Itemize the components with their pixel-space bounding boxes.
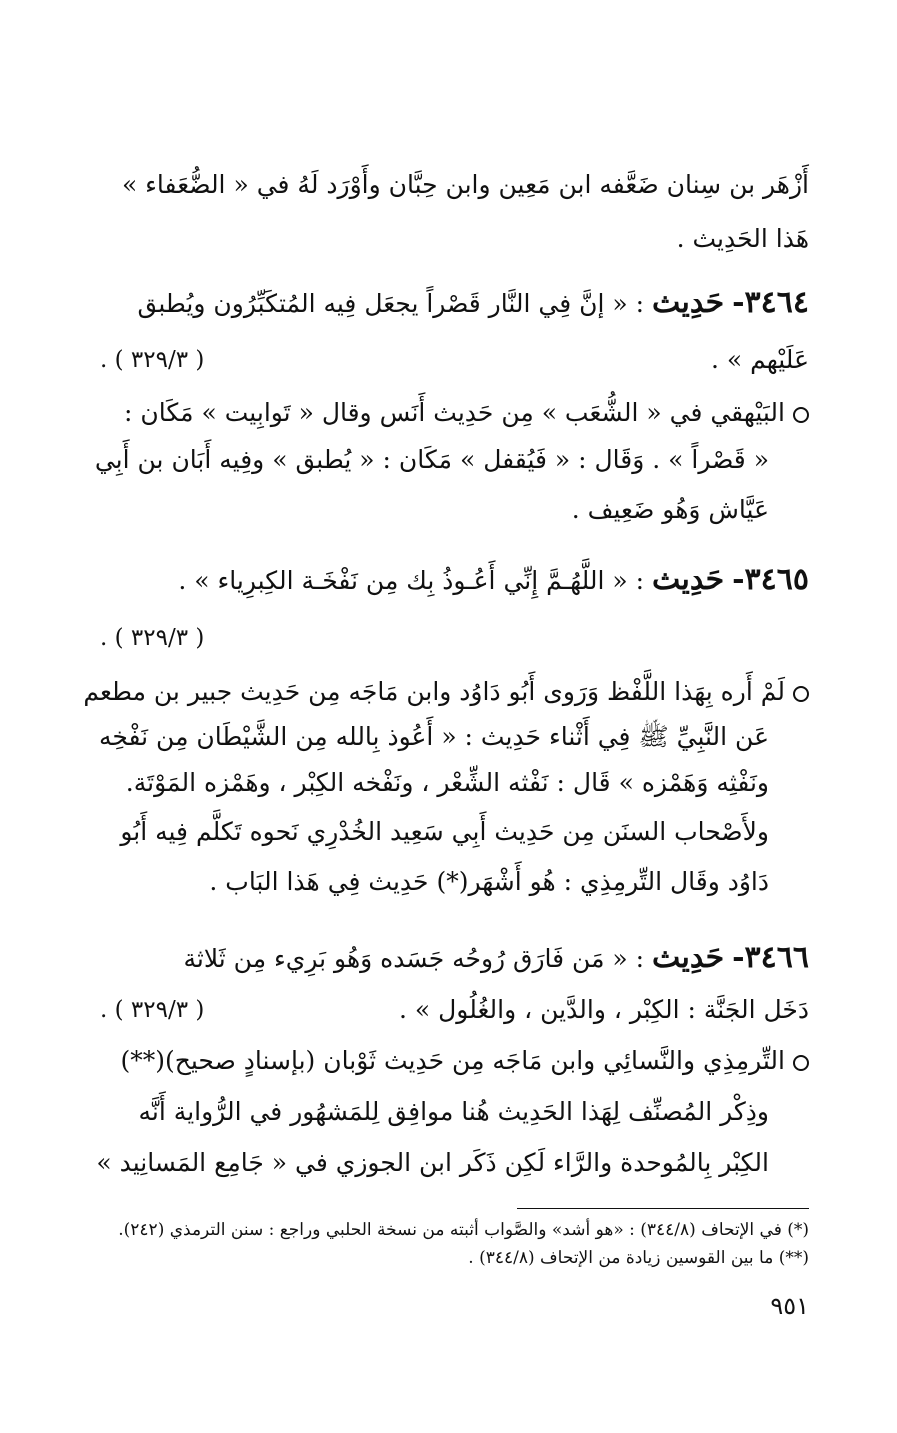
entry-number: ٣٤٦٥-: [732, 562, 809, 597]
commentary-bullet-icon: [793, 407, 809, 423]
hadith-entry-3464-commentary-3: عَيَّاش وَهُو ضَعِيف .: [571, 495, 769, 524]
footnote-divider: [517, 1208, 809, 1209]
entry-text: : « إنَّ فِي النَّار قَصْراً يجعَل فِيه المُتكَبِّرُون ويُطبق: [137, 289, 645, 318]
hadith-entry-3466-commentary-3: الكِبْر بِالمُوحدة والرَّاء لَكِن ذَكَر ابن الجوزي في « جَامِع المَسانِيد »: [96, 1148, 769, 1177]
hadith-entry-3464-reference: ( ٣٢٩/٣ ) .: [100, 347, 205, 373]
entry-keyword: حَدِيث: [652, 562, 725, 597]
intro-line-1: أَزْهَر بن سِنان ضَعَّفه ابن مَعِين وابن حِبَّان وأَوْرَد لَهُ في « الضُّعَفاء »: [121, 170, 809, 199]
hadith-entry-3465-commentary-4: ولأَصْحاب السنَن مِن حَدِيث أَبِي سَعِيد الخُدْرِي نَحوه تَكلَّم فِيه أَبُو: [120, 817, 769, 846]
page-number: ٩٥١: [770, 1292, 809, 1320]
hadith-entry-3464-commentary-1: البَيْهقي في « الشُّعَب » مِن حَدِيث أَنَس وقال « تَوابِيت » مَكَان :: [110, 393, 809, 433]
hadith-entry-3466-reference: ( ٣٢٩/٣ ) .: [100, 997, 205, 1023]
hadith-entry-3465-commentary-5: دَاوُد وقَال التِّرمِذِي : هُو أَشْهَر(*) حَدِيث فِي هَذا البَاب .: [209, 867, 769, 896]
hadith-entry-3466-commentary-2: وذِكْر المُصنِّف لِهَذا الحَدِيث هُنا موافِق لِلمَشهُور في الرُّواية أَنَّه: [138, 1097, 769, 1126]
hadith-entry-3465-commentary-1: لَمْ أَره بِهَذا اللَّفْظ وَرَوى أَبُو دَاوُد وابن مَاجَه مِن حَدِيث جبير بن مطعم: [110, 672, 809, 712]
hadith-entry-3465-commentary-2: عَن النَّبِيِّ ﷺ فِي أَثْناء حَدِيث : « أَعُوذ بِالله مِن الشَّيْطَان مِن نَفْخِه: [98, 722, 769, 751]
hadith-entry-3464-text-2: عَلَيْهم » .: [710, 345, 809, 374]
hadith-entry-3464-heading: [110, 283, 809, 324]
entry-number: ٣٤٦٦-: [732, 940, 809, 975]
hadith-entry-3466-commentary-1: التِّرمِذِي والنَّسائِي وابن مَاجَه مِن حَدِيث ثَوْبان (بإسنادٍ صحيح)(**): [110, 1041, 809, 1081]
footnote-1: (*) في الإتحاف (٣٤٤/٨) : «هو أشد» والصَّواب أثبته من نسخة الحلبي وراجع : سنن الترمذي (٢٤٢).: [118, 1220, 809, 1240]
hadith-entry-3465-heading: [110, 560, 809, 601]
entry-keyword: حَدِيث: [652, 285, 725, 320]
hadith-entry-3465-commentary-3: ونَفْثِه وَهَمْزه » قَال : نَفْثه الشِّعْر ، ونَفْخه الكِبْر ، وهَمْزه المَوْتَة.: [125, 768, 769, 797]
entry-text: : « مَن فَارَق رُوحُه جَسَده وَهُو بَرِيء مِن ثَلاثة: [183, 944, 645, 973]
commentary-bullet-icon: [793, 1055, 809, 1071]
entry-keyword: حَدِيث: [652, 940, 725, 975]
hadith-entry-3466-text-2: دَخَل الجَنَّة : الكِبْر ، والدَّين ، والغُلُول » .: [399, 995, 809, 1024]
entry-number: ٣٤٦٤-: [732, 285, 809, 320]
hadith-entry-3465-reference: ( ٣٢٩/٣ ) .: [100, 625, 205, 651]
hadith-entry-3464-commentary-2: « قَصْراً » . وَقَال : « فَيُقفل » مَكَان : « يُطبق » وفِيه أَبَان بن أَبِي: [94, 445, 769, 474]
commentary-bullet-icon: [793, 686, 809, 702]
intro-line-2: هَذا الحَدِيث .: [676, 224, 809, 253]
hadith-entry-3466-heading: [110, 938, 809, 979]
entry-text: : « اللَّهُـمَّ إِنِّي أَعُـوذُ بِك مِن نَفْخَـة الكِبرِياء » .: [178, 566, 645, 595]
footnote-2: (**) ما بين القوسين زيادة من الإتحاف (٣٤٤/٨) .: [468, 1248, 809, 1268]
